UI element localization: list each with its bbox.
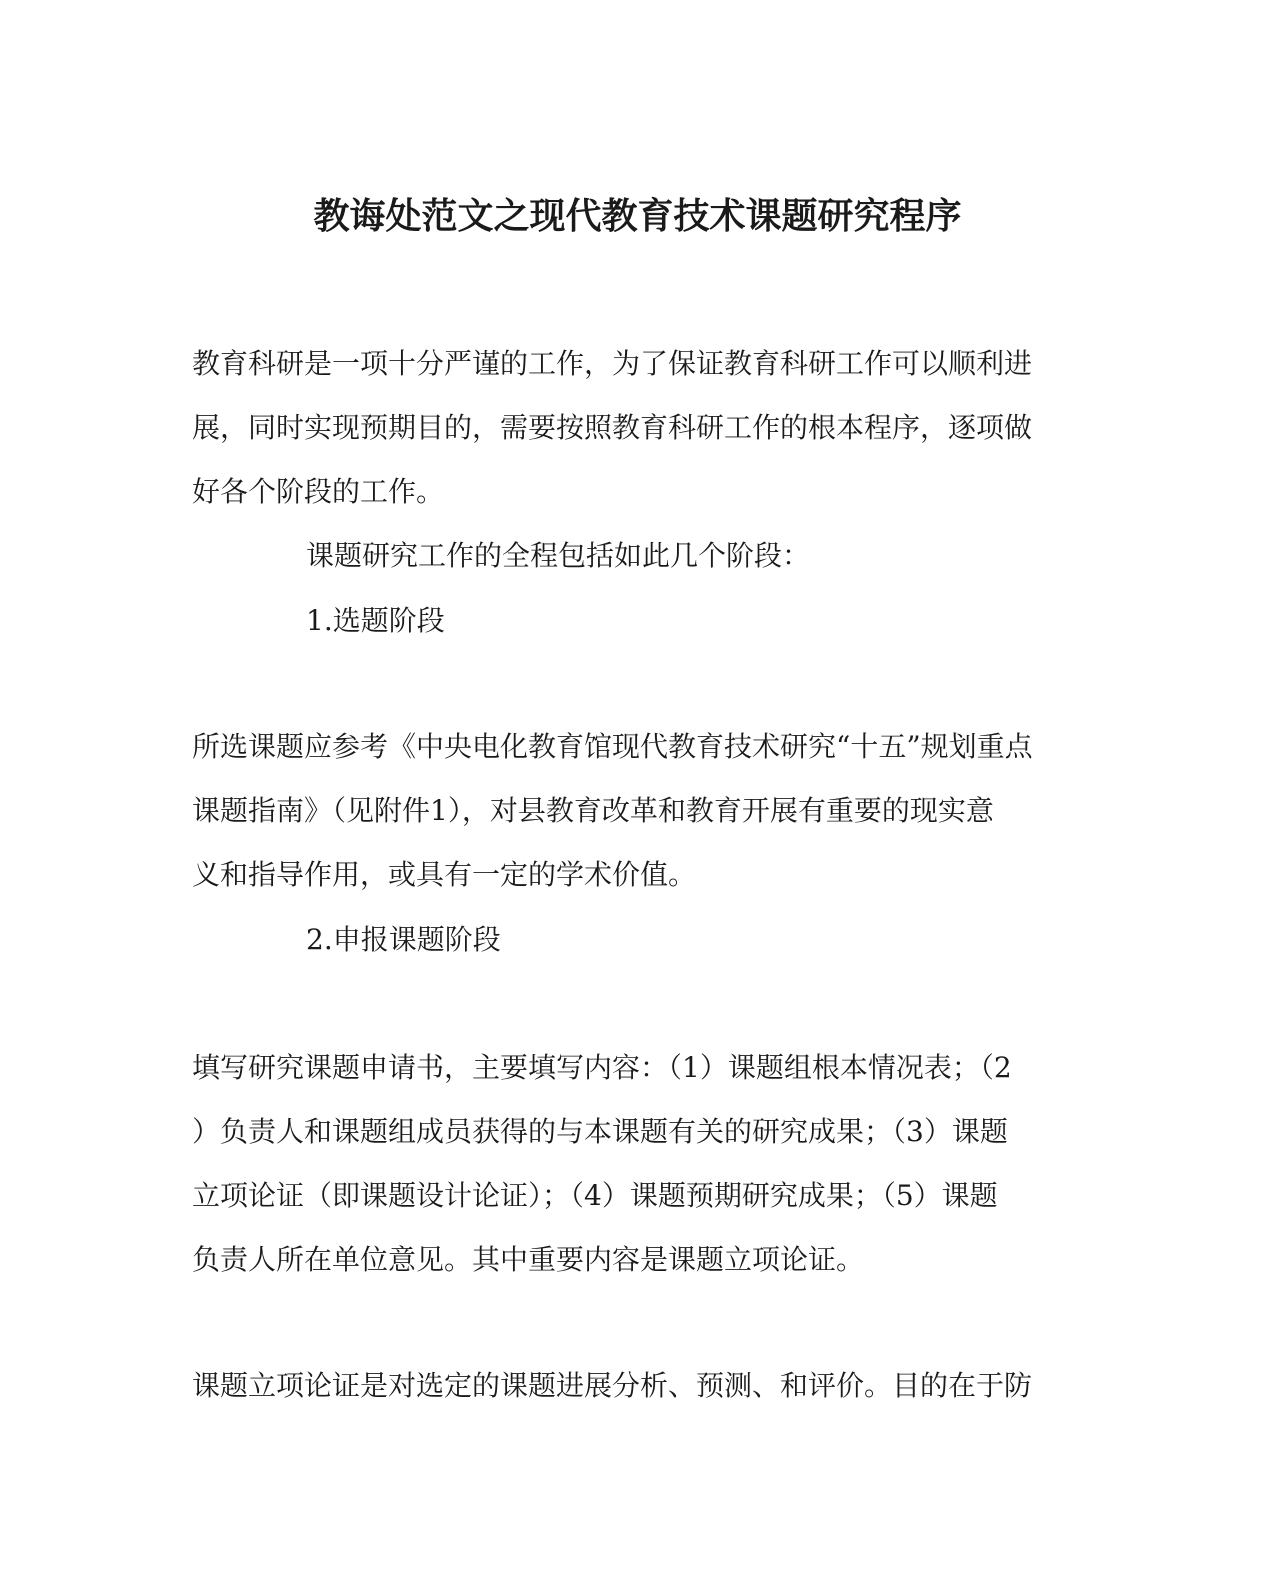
text-line: 填写研究课题申请书，主要填写内容：（1）课题组根本情况表；（2 <box>192 1051 1012 1084</box>
argument-paragraph <box>192 1354 1054 1418</box>
text-line: 展，同时实现预期目的，需要按照教育科研工作的根本程序，逐项做 <box>192 411 1033 444</box>
stage1-heading: 1.选题阶段 <box>306 604 445 637</box>
text-line: 课题立项论证是对选定的课题进展分析、预测、和评价。目的在于防 <box>192 1369 1033 1402</box>
stage1-paragraph <box>192 715 1054 907</box>
text-line: 所选课题应参考《中央电化教育馆现代教育技术研究“十五”规划重点 <box>192 730 1033 763</box>
text-line: ）负责人和课题组成员获得的与本课题有关的研究成果；（3）课题 <box>192 1115 1008 1148</box>
intro-paragraph <box>192 332 1054 524</box>
stages-intro: 课题研究工作的全程包括如此几个阶段： <box>306 539 811 572</box>
text-line: 教育科研是一项十分严谨的工作，为了保证教育科研工作可以顺利进 <box>192 347 1033 380</box>
text-line: 义和指导作用，或具有一定的学术价值。 <box>192 858 697 891</box>
stage2-paragraph <box>192 1036 1054 1292</box>
text-line: 立项论证（即课题设计论证）；（4）课题预期研究成果；（5）课题 <box>192 1179 998 1212</box>
text-line: 课题指南》（见附件1），对县教育改革和教育开展有重要的现实意 <box>192 794 994 827</box>
text-line: 好各个阶段的工作。 <box>192 475 445 508</box>
stage2-heading: 2.申报课题阶段 <box>306 923 501 956</box>
document-title: 教诲处范文之现代教育技术课题研究程序 <box>313 195 962 238</box>
text-line: 负责人所在单位意见。其中重要内容是课题立项论证。 <box>192 1243 865 1276</box>
